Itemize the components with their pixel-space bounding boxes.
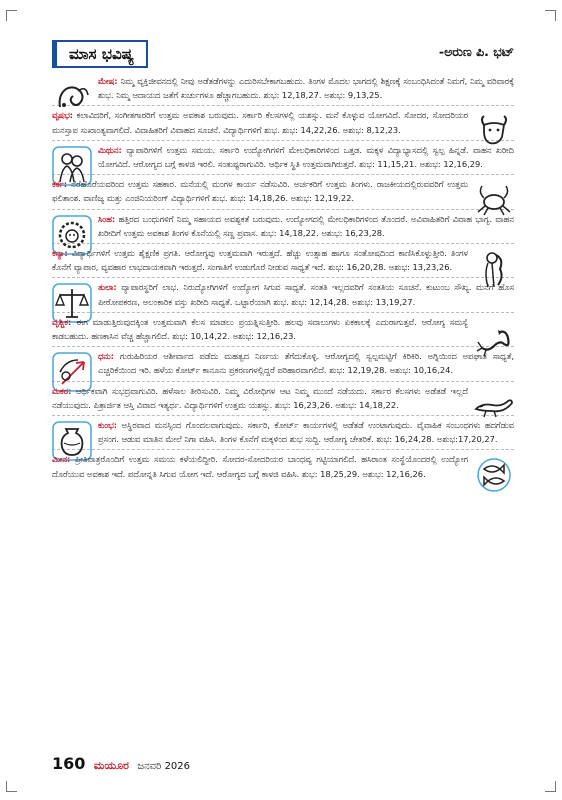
crop-mark-bottom-right — [545, 781, 556, 792]
sign-block-mesha — [52, 72, 514, 106]
sign-name: ಧನು: — [98, 351, 114, 362]
magazine-name: ಮಯೂರ — [93, 759, 129, 772]
sign-name: ಕುಂಭ: — [98, 420, 118, 431]
horoscope-list — [52, 72, 514, 484]
sign-name: ಮಕರ: — [52, 385, 72, 396]
crop-mark-bottom-left — [6, 781, 17, 792]
sign-prediction: ಗುರುಹಿರಿಯರ ಆಶೀರ್ವಾದ ಪಡೆದು ಮಹತ್ವದ ನಿರ್ಣಯ ತೆಗೆದುಕೊಳ್ಳಿ. ಆರೋಗ್ಯದಲ್ಲಿ ಸ್ವಲ್ಪಮಟ್ಟಿಗೆ ಕಿರಿಕಿರಿ. ಅಗ್ನಿಯಿಂದ ಅಪಘಾತ ಸಾಧ್ಯತೆ, ಎಚ್ಚರಿಕೆಯಿಂದ ಇರಿ. ಹಳೆಯ ಕೋರ್ಟ್ ಕಾನೂನು ಪ್ರಕರಣಗಳಲ್ಲಿದ್ದರೆ ಪರಿಹಾರವಾಗಲಿದೆ. ಶುಭ: 12,19,28. ಅಶುಭ: 10,16,24. — [98, 351, 515, 376]
sign-prediction: ಪ್ರೀತಿಪಾತ್ರರೊಂದಿಗೆ ಉತ್ತಮ ಸಮಯ ಕಳೆಯಲಿದ್ದೀರಿ. ಸೋದರ-ಸೋದರಿಯರ ಬಾಂಧವ್ಯ ಗಟ್ಟಿಯಾಗಲಿದೆ. ಹಸಿರಾಂತ ಸಂಸ್ಥೆಯೊಂದರಲ್ಲಿ ಉದ್ಯೋಗ ದೊರೆಯುವ ಅವಕಾಶ ಇದೆ. ಪದೋನ್ನತಿ ಸಿಗುವ ಯೋಗ ಇದೆ. ಆರೋಗ್ಯದ ಬಗ್ಗೆ ಕಾಳಜಿ ವಹಿಸಿ. ಶುಭ: 18,25,29. ಅಶುಭ: 12,16,26. — [52, 454, 468, 479]
sign-name: ವೃಶ್ಚಿಕ: — [52, 316, 72, 327]
sign-prediction: ಹತ್ತಿರದ ಬಂಧುಗಳಿಗೆ ನಿಮ್ಮ ಸಹಾಯದ ಅವಶ್ಯಕತೆ ಬರುವುದು. ಉದ್ಯೋಗದಲ್ಲಿ ಮೇಲಧಿಕಾರಿಗಳಿಂದ ತೊಂದರೆ. ಅವಿವಾಹಿತರಿಗೆ ವಿವಾಹ ಭಾಗ್ಯ. ವಾಹನ ಖರೀದಿಗೆ ಉತ್ತಮ ಅವಕಾಶ ತಿಂಗಳ ಕೊನೆಯಲ್ಲಿ ಸಣ್ಣ ಪ್ರವಾಸ. ಶುಭ: 14,18,22. ಅಶುಭ: 16,23,28. — [98, 213, 515, 238]
sign-text — [52, 108, 468, 136]
sign-prediction: ಈಗ ಮಾಡುತ್ತಿರುವುದಕ್ಕಿಂತ ಉತ್ತಮವಾಗಿ ಕೆಲಸ ಮಾಡಲು ಪ್ರಯತ್ನಿಸುತ್ತೀರಿ. ಹಲವು ಸವಾಲುಗಳು ಏಕಕಾಲಕ್ಕೆ ಎದುರಾಗುತ್ತವೆ. ಆರೋಗ್ಯ ಸಮಸ್ಯೆ ಕಾಡಬಹುದು. ಹಣಕಾಸಿನ ವೆಚ್ಚ ಹೆಚ್ಚಾಗಲಿದೆ. ಶುಭ: 10,14,22. ಅಶುಭ: 12,16,23. — [52, 316, 468, 342]
sign-text — [98, 418, 514, 446]
sign-block-simha — [52, 210, 514, 244]
sign-text — [98, 143, 514, 171]
sign-text — [52, 246, 468, 274]
sign-name: ಕರ್ಕ: — [52, 179, 68, 190]
sign-block-vrishchika — [52, 313, 514, 347]
page-number: 160 — [52, 754, 86, 773]
sign-name: ತುಲಾ: — [98, 282, 117, 293]
sign-block-dhanu — [52, 347, 514, 381]
sign-block-karka — [52, 175, 514, 209]
sign-text — [52, 384, 468, 412]
crop-mark-top-left — [6, 10, 17, 21]
sign-block-mithuna — [52, 141, 514, 175]
sign-block-meena — [52, 450, 514, 483]
sign-prediction: ಆರ್ಥಿಕವಾಗಿ ಸುಭದ್ರವಾಗುವಿರಿ. ಹಳೆಸಾಲ ತೀರಿಸುವಿರಿ. ನಿಮ್ಮ ವಿರೋಧಿಗಳ ಆಟ ನಿಮ್ಮ ಮುಂದೆ ನಡೆಯದು. ಸರ್ಕಾರ ಕೆಲಸಗಳು ಅಡೆತಡೆ ಇಲ್ಲದೆ ನಡೆಯುವುದು. ಪಿತ್ರಾರ್ಜಿತ ಆಸ್ತಿ ವಿವಾದ ಇತ್ಯರ್ಥ. ವಿದ್ಯಾರ್ಥಿಗಳಿಗೆ ಉತ್ತಮ ಯಶಸ್ಸು. ಶುಭ: 16,23,26. ಅಶುಭ: 14,18,22. — [52, 385, 469, 410]
sign-text — [98, 280, 514, 308]
sign-name: ವೃಷಭ: — [52, 110, 73, 121]
sign-text — [98, 349, 514, 377]
sign-name: ಮೇಷ: — [98, 76, 118, 86]
sign-text — [52, 315, 468, 343]
sign-block-kanya — [52, 244, 514, 278]
sign-text — [52, 177, 468, 205]
fish-icon — [474, 455, 514, 495]
sign-prediction: ನಿಮ್ಮ ವ್ಯಕ್ತಿಜೀವನದಲ್ಲಿ ನೀವು ಅಡೆತಡೆಗಳನ್ನು ಎದುರಿಸಬೇಕಾಗಬಹುದು. ತಿಂಗಳ ಮೊದಲ ಭಾಗದಲ್ಲಿ ಶಿಕ್ಷಣಕ್ಕೆ ಸಂಬಂಧಿಸಿದಂತೆ ನಿಮಗೆ, ನಿಮ್ಮ ವರಿವಾರಕ್ಕೆ ಶುಭ. ನಿಮ್ಮ ಆದಾಯದ ಜತೆಗೆ ಖರ್ಚುಗಳೂ ಹೆಚ್ಚಾಗಬಹುದು. ಶುಭ: 12,18,27. ಅಶುಭ: 9,13,25. — [98, 76, 514, 101]
sign-name: ಕನ್ಯಾ: — [52, 248, 68, 259]
sign-text — [52, 452, 468, 480]
sign-name: ಮೀನ: — [52, 454, 71, 465]
sign-block-tula — [52, 278, 514, 312]
page-title: ಮಾಸ ಭವಿಷ್ಯ — [52, 40, 148, 68]
sign-prediction: ನೆರೆಹೊರೆಯವರಿಂದ ಉತ್ತಮ ಸಹಕಾರ. ಮನೆಯಲ್ಲಿ ಮಂಗಳ ಕಾರ್ಯ ನಡೆಸುವಿರಿ. ಅರ್ಚಕರಿಗೆ ಉತ್ತಮ ತಿಂಗಳು. ರಾಜಕೀಯದಲ್ಲಿರುವವರಿಗೆ ಉತ್ತಮ ಫಲಿತಾಂಶ. ವಾಣಿಜ್ಯ ಮತ್ತು ಎಂಜಿನಿಯರಿಂಗ್ ವಿದ್ಯಾರ್ಥಿಗಳಿಗೆ ಶುಭ. ಶುಭ: 14,18,26. ಅಶುಭ: 12,19,22. — [52, 179, 468, 204]
sign-text — [98, 212, 514, 240]
sign-name: ಸಿಂಹ: — [98, 213, 116, 224]
sign-block-makara — [52, 382, 514, 416]
page-header — [52, 40, 514, 68]
sign-block-kumbha — [52, 416, 514, 450]
author-name: -ಅರುಣ ಪಿ. ಭಟ್ — [438, 44, 514, 59]
sign-prediction: ಅಸ್ಥಿರವಾದ ಮನಸ್ಸಿಂದ ಗೊಂದಲವಾಗುವುದು. ಸರ್ಕಾರಿ, ಕೋರ್ಟ್ ಕಾರ್ಯಗಳಲ್ಲಿ ಅಡೆತಡೆ ಉಂಟಾಗುವುದು. ವೈವಾಹಿಕ ಸಂಬಂಧಗಳು ಹದಗೆಡುವ ಪ್ರಸಂಗ. ಆಡುವ ಮಾತಿನ ಮೇಲೆ ನಿಗಾ ವಹಿಸಿ. ತಿಂಗಳ ಕೊನೆಗೆ ಮಕ್ಕಳಿಂದ ಶುಭ ಸುದ್ದಿ. ಆರೋಗ್ಯ ಚೇತರಿಕೆ. ಶುಭ: 16,24,28. ಅಶುಭ:17,20,27. — [98, 420, 515, 445]
sign-prediction: ಕಲಾವಿದರಿಗೆ, ಸಂಗೀತಗಾರರಿಗೆ ಉತ್ತಮ ಅವಕಾಶ ಬರುವುದು. ಸರ್ಕಾರಿ ಕೆಲಸಗಳಲ್ಲಿ ಯಶಸ್ಸು. ಮನೆ ಕೊಳ್ಳುವ ಯೋಗವಿದೆ. ಸೋದರ, ಸೋದರಿಯರ ಮನಸ್ತಾಪ ಸುಖಾಂತ್ಯವಾಗಲಿದೆ. ವಿವಾಹಿತರಿಗೆ ವಿವಾಹದ ಸೂಚನೆ. ವಿದ್ಯಾರ್ಥಿಗಳಿಗೆ ಶುಭ. ಶುಭ: 14,22,26. ಅಶುಭ: 8,12,23. — [52, 110, 468, 135]
sign-prediction: ವ್ಯಾಪಾರಿಗಳಿಗೆ ಉತ್ತಮ ಸಮಯ. ಸರ್ಕಾರಿ ಉದ್ಯೋಗಿಗಳಿಗೆ ಮೇಲಧಿಕಾರಿಗಳಿಂದ ಒತ್ತಡ. ಮಕ್ಕಳ ವಿದ್ಯಾಭ್ಯಾಸದಲ್ಲಿ ಸ್ವಲ್ಪ ಹಿನ್ನಡೆ. ವಾಹನ ಖರೀದಿ ಯೋಗವಿದೆ. ಆರೋಗ್ಯದ ಬಗ್ಗೆ ಕಾಳಜಿ ಇರಲಿ. ಸಂತುಷ್ಟರಾಗುವಿರಿ. ಆರ್ಥಿಕ ಸ್ಥಿತಿ ಉತ್ತಮವಾಗಿರುತ್ತದೆ. ಶುಭ: 11,15,21. ಅಶುಭ: 12,16,29. — [98, 144, 514, 170]
crop-mark-top-right — [545, 10, 556, 21]
sign-block-vrishabha — [52, 106, 514, 140]
page-footer — [52, 754, 190, 773]
sign-prediction: ವ್ಯಾಪಾರಸ್ಥರಿಗೆ ಲಾಭ. ನಿರುದ್ಯೋಗಿಗಳಿಗೆ ಉದ್ಯೋಗ ಸಿಗುವ ಸಾಧ್ಯತೆ. ಸಂತತಿ ಇಲ್ಲದವರಿಗೆ ಸಂತತಿಯ ಸೂಚನೆ. ಕುಟುಂಬ ಸೌಖ್ಯ. ಮನೆಗೆ ಹೊಸ ಪೀಠೋಪಕರಣ, ಅಲಂಕಾರಿಕ ವಸ್ತು ಖರೀದಿ ಸಾಧ್ಯತೆ. ಒಟ್ಟಾರೆಯಾಗಿ ಶುಭ. ಶುಭ: 12,14,28. ಅಶುಭ: 13,19,27. — [98, 282, 515, 307]
sign-prediction: ವಿದ್ಯಾರ್ಥಿಗಳಿಗೆ ಉತ್ತಮ ಶೈಕ್ಷಣಿಕ ಪ್ರಗತಿ. ಆರೋಗ್ಯವು ಉತ್ತಮವಾಗಿ ಇರುತ್ತದೆ. ಹೆಚ್ಚು ಉತ್ಸಾಹ ಹಾಗೂ ಸಂತೋಷದಿಂದ ಕಾಣಿಸಿಕೊಳ್ಳುತ್ತೀರಿ. ತಿಂಗಳ ಕೊನೆಗೆ ವ್ಯಾಪಾರ, ವ್ಯವಹಾರ ಲಾಭದಾಯಕವಾಗಿ ಇರುತ್ತದೆ. ಸಂಗಾತಿಗೆ ಉಡುಗೊರೆ ನೀಡುವ ಸಾಧ್ಯತೆ ಇದೆ. ಶುಭ: 16,20,28. ಅಶುಭ: 13,23,26. — [52, 248, 468, 273]
issue-date: ಜನವರಿ 2026 — [137, 761, 191, 772]
sign-name: ಮಿಥುನ: — [98, 144, 122, 155]
sign-text — [98, 74, 514, 102]
